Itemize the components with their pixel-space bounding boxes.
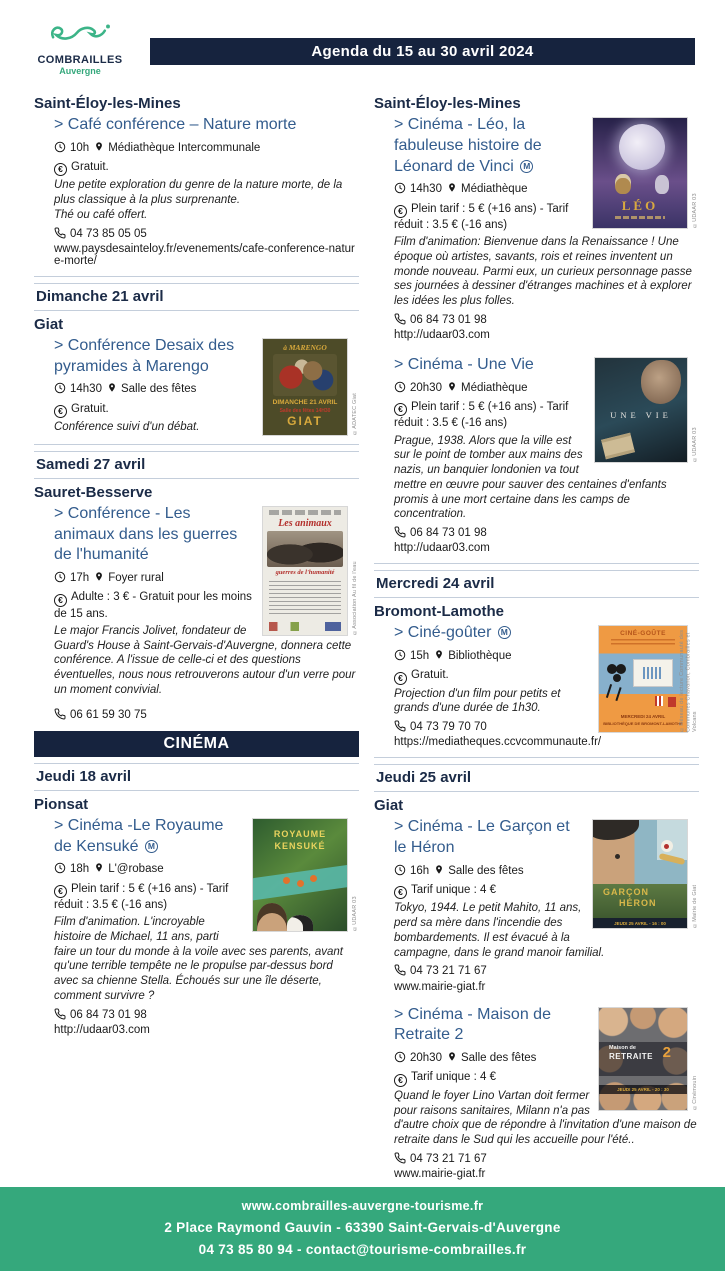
euro-icon: €	[394, 205, 407, 218]
event-time-place	[54, 140, 359, 156]
euro-icon: €	[394, 1074, 407, 1087]
event-title-text: > Cinéma - Une Vie	[394, 356, 534, 373]
event-description: Le major Francis Jolivet, fondateur de Guard's House à Saint-Gervais-d'Auvergne, donnera cette conférence. A l'issue de celle-ci et des questions éventuelles, nous nous retrouverons autour d'un verre pour un moment convivial.	[54, 625, 356, 696]
event-time: 17h	[70, 572, 90, 585]
phone-icon	[394, 720, 406, 732]
event-cinema-maison-retraite	[374, 1005, 699, 1180]
event-cine-gouter	[374, 623, 699, 748]
poster-artwork	[269, 581, 341, 615]
event-phone	[394, 313, 699, 328]
poster-artwork	[253, 863, 347, 901]
event-cinema-heron	[374, 817, 699, 992]
event-url[interactable]: www.mairie-giat.fr	[394, 980, 486, 993]
divider	[34, 276, 359, 277]
date-heading: Samedi 27 avril	[34, 451, 359, 479]
poster-text: Les animaux	[278, 517, 332, 529]
poster-text: ROYAUME	[273, 828, 327, 839]
event-phone	[394, 526, 699, 541]
m-circle-icon: M	[145, 840, 158, 853]
clock-icon	[54, 141, 66, 153]
event-conference-marengo	[34, 336, 359, 435]
event-phone	[394, 1152, 699, 1167]
event-place: Médiathèque Intercommunale	[108, 141, 261, 154]
event-phone	[54, 1008, 359, 1023]
poster-text: GIAT	[287, 413, 323, 428]
poster-credit: ©Cinémouin	[692, 1075, 699, 1110]
event-place: Salle des fêtes	[448, 864, 524, 877]
event-title-text: > Conférence - Les animaux dans les guerres de l'humanité	[54, 504, 238, 564]
event-description: Une petite exploration du genre de la nature morte, de la plus classique à la plus surprenante. Thé ou café offert.	[54, 179, 343, 221]
event-time: 14h30	[410, 183, 442, 196]
page-header	[0, 0, 725, 76]
euro-icon: €	[54, 885, 67, 898]
event-url[interactable]: www.paysdesainteloy.fr/evenements/cafe-conference-nature-morte/	[54, 242, 355, 267]
event-title	[54, 115, 359, 136]
event-time: 18h	[70, 863, 90, 876]
poster-artwork	[641, 360, 681, 404]
poster-artwork	[601, 433, 635, 460]
event-poster-heron	[593, 820, 687, 928]
poster-artwork	[269, 510, 341, 515]
poster-text: MERCREDI 24 AVRIL	[620, 714, 666, 720]
page-footer	[0, 1187, 725, 1271]
event-title-text: > Cinéma - Léo, la fabuleuse histoire de Léonard de Vinci	[394, 116, 542, 175]
poster-artwork	[615, 174, 631, 194]
event-title-text: > Ciné-goûter	[394, 624, 492, 642]
date-heading: Jeudi 18 avril	[34, 763, 359, 791]
event-price-text: Gratuit.	[411, 669, 449, 682]
right-column	[374, 90, 699, 1187]
pin-icon	[447, 1050, 457, 1063]
event-description: Tokyo, 1944. Le petit Mahito, 11 ans, perd sa mère dans l'incendie des bombardements. Il est évacué à la campagne, dans le grand manoir familial.	[394, 902, 605, 959]
town-heading: Bromont-Lamothe	[374, 603, 504, 621]
event-description: Prague, 1938. Alors que la ville est sur le point de tomber aux mains des nazis, un banquier londonien va tout mettre en œuvre pour sauver des centaines d'enfants promis à une mort certaine dans les camps de concentration.	[394, 434, 667, 521]
pin-icon	[447, 181, 457, 194]
poster-credit: ©UDAAR 03	[692, 193, 699, 228]
poster-text: UNE VIE	[610, 410, 672, 420]
clock-icon	[54, 571, 66, 583]
m-circle-icon: M	[520, 160, 533, 173]
town-heading: Saint-Éloy-les-Mines	[34, 95, 181, 112]
poster-artwork	[606, 684, 612, 698]
event-poster-marengo	[263, 339, 347, 435]
event-poster-leo	[593, 118, 687, 228]
event-phone-number: 04 73 21 71 67	[410, 965, 487, 978]
euro-icon: €	[54, 163, 67, 176]
poster-artwork	[655, 696, 663, 706]
euro-icon: €	[54, 405, 67, 418]
poster-artwork	[287, 915, 313, 931]
event-phone-number: 06 61 59 30 75	[70, 708, 147, 721]
event-url[interactable]: http://udaar03.com	[394, 542, 490, 555]
event-place: Salle des fêtes	[460, 1052, 537, 1065]
event-place: Médiathèque	[460, 381, 528, 394]
poster-text: DIMANCHE 21 AVRIL	[272, 398, 338, 406]
event-price-text: Tarif unique : 4 €	[411, 1071, 497, 1084]
poster-text: HÉRON	[619, 898, 657, 909]
event-conference-animaux	[34, 504, 359, 723]
event-description: Projection d'un film pour petits et grands d'une durée de 1h30.	[394, 687, 561, 715]
poster-artwork	[615, 216, 665, 219]
mountains-logo-icon	[47, 35, 113, 52]
event-title-text: > Café conférence – Nature morte	[54, 116, 297, 133]
m-circle-icon: M	[498, 626, 511, 639]
phone-icon	[54, 1008, 66, 1020]
pin-icon	[107, 381, 117, 394]
poster-credit: ©UDAAR 03	[352, 896, 359, 931]
poster-credit: ©ADATEC Giat	[352, 392, 359, 435]
poster-credit: ©Association Au fil de l'eau	[352, 560, 359, 635]
poster-artwork	[611, 639, 675, 647]
date-heading: Dimanche 21 avril	[34, 283, 359, 311]
pin-icon	[94, 861, 104, 874]
town-heading: Sauret-Besserve	[34, 483, 153, 501]
event-time: 10h	[70, 141, 90, 154]
poster-text: Salle des fêtes 14H30	[279, 407, 331, 414]
town-heading: Giat	[34, 315, 64, 333]
event-phone-number: 06 84 73 01 98	[410, 526, 487, 539]
event-place: Bibliothèque	[448, 649, 512, 662]
town-heading: Saint-Éloy-les-Mines	[374, 95, 521, 112]
poster-text: Maison de	[609, 1044, 636, 1051]
pin-icon	[94, 570, 104, 583]
event-time: 15h	[410, 649, 430, 662]
poster-artwork	[593, 820, 639, 840]
poster-wrap	[599, 1008, 699, 1110]
poster-text: CINÉ-GOÛTE	[620, 630, 666, 638]
phone-icon	[394, 964, 406, 976]
date-heading: Mercredi 24 avril	[374, 570, 699, 598]
event-phone-number: 04 73 21 71 67	[410, 1152, 487, 1165]
event-cafe-conference	[34, 115, 359, 267]
clock-icon	[394, 649, 406, 661]
phone-icon	[394, 313, 406, 325]
event-title-text: > Cinéma - Maison de Retraite 2	[394, 1005, 551, 1044]
event-description: Conférence suivi d'un débat.	[54, 421, 200, 434]
town-heading: Giat	[374, 797, 404, 815]
poster-wrap	[595, 358, 699, 462]
pin-icon	[94, 140, 104, 153]
event-poster-kensuke	[253, 819, 347, 931]
cinema-section-banner: CINÉMA	[34, 731, 359, 757]
event-url[interactable]: http://udaar03.com	[394, 329, 490, 341]
logo-subtitle: Auvergne	[59, 66, 101, 76]
clock-icon	[394, 381, 406, 393]
poster-artwork	[655, 175, 669, 194]
event-url[interactable]: www.mairie-giat.fr	[394, 1167, 486, 1180]
event-poster-animaux	[263, 507, 347, 635]
poster-text: 2	[662, 1043, 671, 1061]
poster-credit: ©UDAAR 03	[692, 427, 699, 462]
poster-credit: ©Réseau de lecture Communauté des Communes Chavanon, Combrailles et Volcans	[679, 629, 699, 733]
phone-icon	[394, 526, 406, 538]
event-price	[54, 160, 359, 177]
poster-text: à MARENGO	[283, 342, 327, 352]
agenda-banner: Agenda du 15 au 30 avril 2024	[150, 38, 695, 65]
event-phone-number: 04 73 85 05 05	[70, 227, 147, 240]
poster-artwork	[273, 354, 337, 396]
poster-artwork	[607, 664, 617, 674]
poster-artwork	[269, 622, 341, 631]
poster-wrap	[263, 339, 359, 435]
event-price-text: Plein tarif : 5 € (+16 ans) - Tarif réduit : 3.5 € (-16 ans)	[54, 882, 229, 912]
poster-wrap	[599, 626, 699, 732]
left-column	[34, 90, 359, 1043]
euro-icon: €	[394, 886, 407, 899]
euro-icon: €	[394, 403, 407, 416]
clock-icon	[54, 862, 66, 874]
poster-wrap	[593, 118, 699, 228]
poster-text: KENSUKÉ	[274, 840, 326, 851]
poster-artwork	[267, 531, 343, 567]
poster-wrap	[263, 507, 359, 635]
clock-icon	[394, 182, 406, 194]
event-price-text: Adulte : 3 € - Gratuit pour les moins de 15 ans.	[54, 591, 252, 620]
poster-text: JEUDI 25 AVRIL - 20 : 30	[617, 1086, 669, 1092]
pin-icon	[434, 863, 444, 876]
event-place: Salle des fêtes	[120, 383, 197, 396]
poster-text: GARÇON	[603, 887, 649, 898]
event-place: L'@robase	[108, 863, 164, 876]
footer-website[interactable]: www.combrailles-auvergne-tourisme.fr	[241, 1198, 484, 1213]
event-price-text: Gratuit.	[71, 402, 109, 415]
poster-text: BIBLIOTHÈQUE DE BROMONT-LAMOTHE	[603, 721, 683, 727]
euro-icon: €	[394, 672, 407, 685]
event-phone-number: 04 73 79 70 70	[410, 721, 487, 734]
poster-text: RETRAITE	[609, 1051, 653, 1061]
poster-wrap	[253, 819, 359, 931]
event-phone-number: 06 84 73 01 98	[70, 1008, 147, 1021]
phone-icon	[54, 227, 66, 239]
euro-icon: €	[54, 594, 67, 607]
poster-text: LÉO	[621, 198, 659, 213]
event-url[interactable]: http://udaar03.com	[54, 1023, 150, 1036]
event-cinema-une-vie	[374, 355, 699, 554]
phone-icon	[54, 708, 66, 720]
event-place: Médiathèque	[460, 183, 528, 196]
footer-contact[interactable]: 04 73 85 80 94 - contact@tourisme-combrailles.fr	[198, 1241, 527, 1257]
clock-icon	[394, 864, 406, 876]
event-description: Quand le foyer Lino Vartan doit fermer pour raisons sanitaires, Milann n'a pas d'autre choix que de répondre à l'invitation d'une maison de retraite dans le Sud qui les accueille pour l'été..	[394, 1089, 697, 1146]
event-description: Film d'animation. L'incroyable histoire de Michael, 11 ans, parti faire un tour du monde à la voile avec ses parents, avant qu'une terrible tempête ne le propulse par-dessus bord avec sa chienne Stella. Échoués sur une île déserte, comment survivre ?	[54, 916, 343, 1002]
event-phone	[54, 227, 359, 242]
clock-icon	[54, 382, 66, 394]
date-heading: Jeudi 25 avril	[374, 764, 699, 792]
event-time: 16h	[410, 864, 430, 877]
clock-icon	[394, 1051, 406, 1063]
event-cinema-kensuke	[34, 816, 359, 1036]
event-url[interactable]: https://mediatheques.ccvcommunaute.fr/	[394, 736, 602, 749]
event-title-text: > Cinéma -Le Royaume de Kensuké	[54, 816, 224, 855]
poster-artwork	[283, 877, 290, 884]
event-price-text: Plein tarif : 5 € (+16 ans) - Tarif réduit : 3.5 € (-16 ans)	[394, 400, 569, 430]
event-price-text: Plein tarif : 5 € (+16 ans) - Tarif réduit : 3.5 € (-16 ans)	[394, 202, 569, 232]
poster-text: JEUDI 25 AVRIL - 16 : 00	[614, 920, 666, 926]
divider	[34, 444, 359, 445]
event-price-text: Gratuit.	[71, 160, 109, 173]
event-time: 14h30	[70, 383, 102, 396]
event-poster-cine-gouter	[599, 626, 687, 732]
footer-address: 2 Place Raymond Gauvin - 63390 Saint-Gervais-d'Auvergne	[164, 1219, 561, 1235]
poster-artwork	[619, 124, 665, 170]
poster-artwork	[643, 667, 663, 679]
divider	[374, 563, 699, 564]
event-title-text: > Conférence Desaix des pyramides à Marengo	[54, 336, 235, 375]
event-poster-maison-retraite	[599, 1008, 687, 1110]
poster-credit: ©Mairie de Giat	[692, 884, 699, 929]
event-title-text: > Cinéma - Le Garçon et le Héron	[394, 818, 570, 856]
poster-artwork	[257, 903, 287, 931]
event-description: Film d'animation: Bienvenue dans la Renaissance ! Une époque où artistes, savants, rois et reines inventent un monde nouveau. Parmi eux, un curieux personnage passe ses journées à dessiner d'étranges machines et à explorer les idées les plus folles.	[394, 236, 692, 308]
event-place: Foyer rural	[108, 572, 164, 585]
poster-wrap	[593, 820, 699, 928]
event-price-text: Tarif unique : 4 €	[411, 883, 497, 896]
event-phone	[54, 708, 359, 723]
event-cinema-leo	[374, 115, 699, 341]
event-phone-number: 06 84 73 01 98	[410, 313, 487, 326]
content	[0, 76, 725, 1187]
event-phone	[394, 964, 699, 979]
divider	[374, 757, 699, 758]
pin-icon	[447, 380, 457, 393]
event-time: 20h30	[410, 1052, 442, 1065]
phone-icon	[394, 1152, 406, 1164]
logo-title: COMBRAILLES	[37, 54, 123, 66]
town-heading: Pionsat	[34, 795, 89, 813]
event-poster-une-vie	[595, 358, 687, 462]
pin-icon	[434, 648, 444, 661]
combrailles-logo	[28, 20, 132, 76]
poster-artwork	[615, 854, 620, 859]
poster-text: guerres de l'humanité	[275, 568, 335, 576]
event-time: 20h30	[410, 381, 442, 394]
